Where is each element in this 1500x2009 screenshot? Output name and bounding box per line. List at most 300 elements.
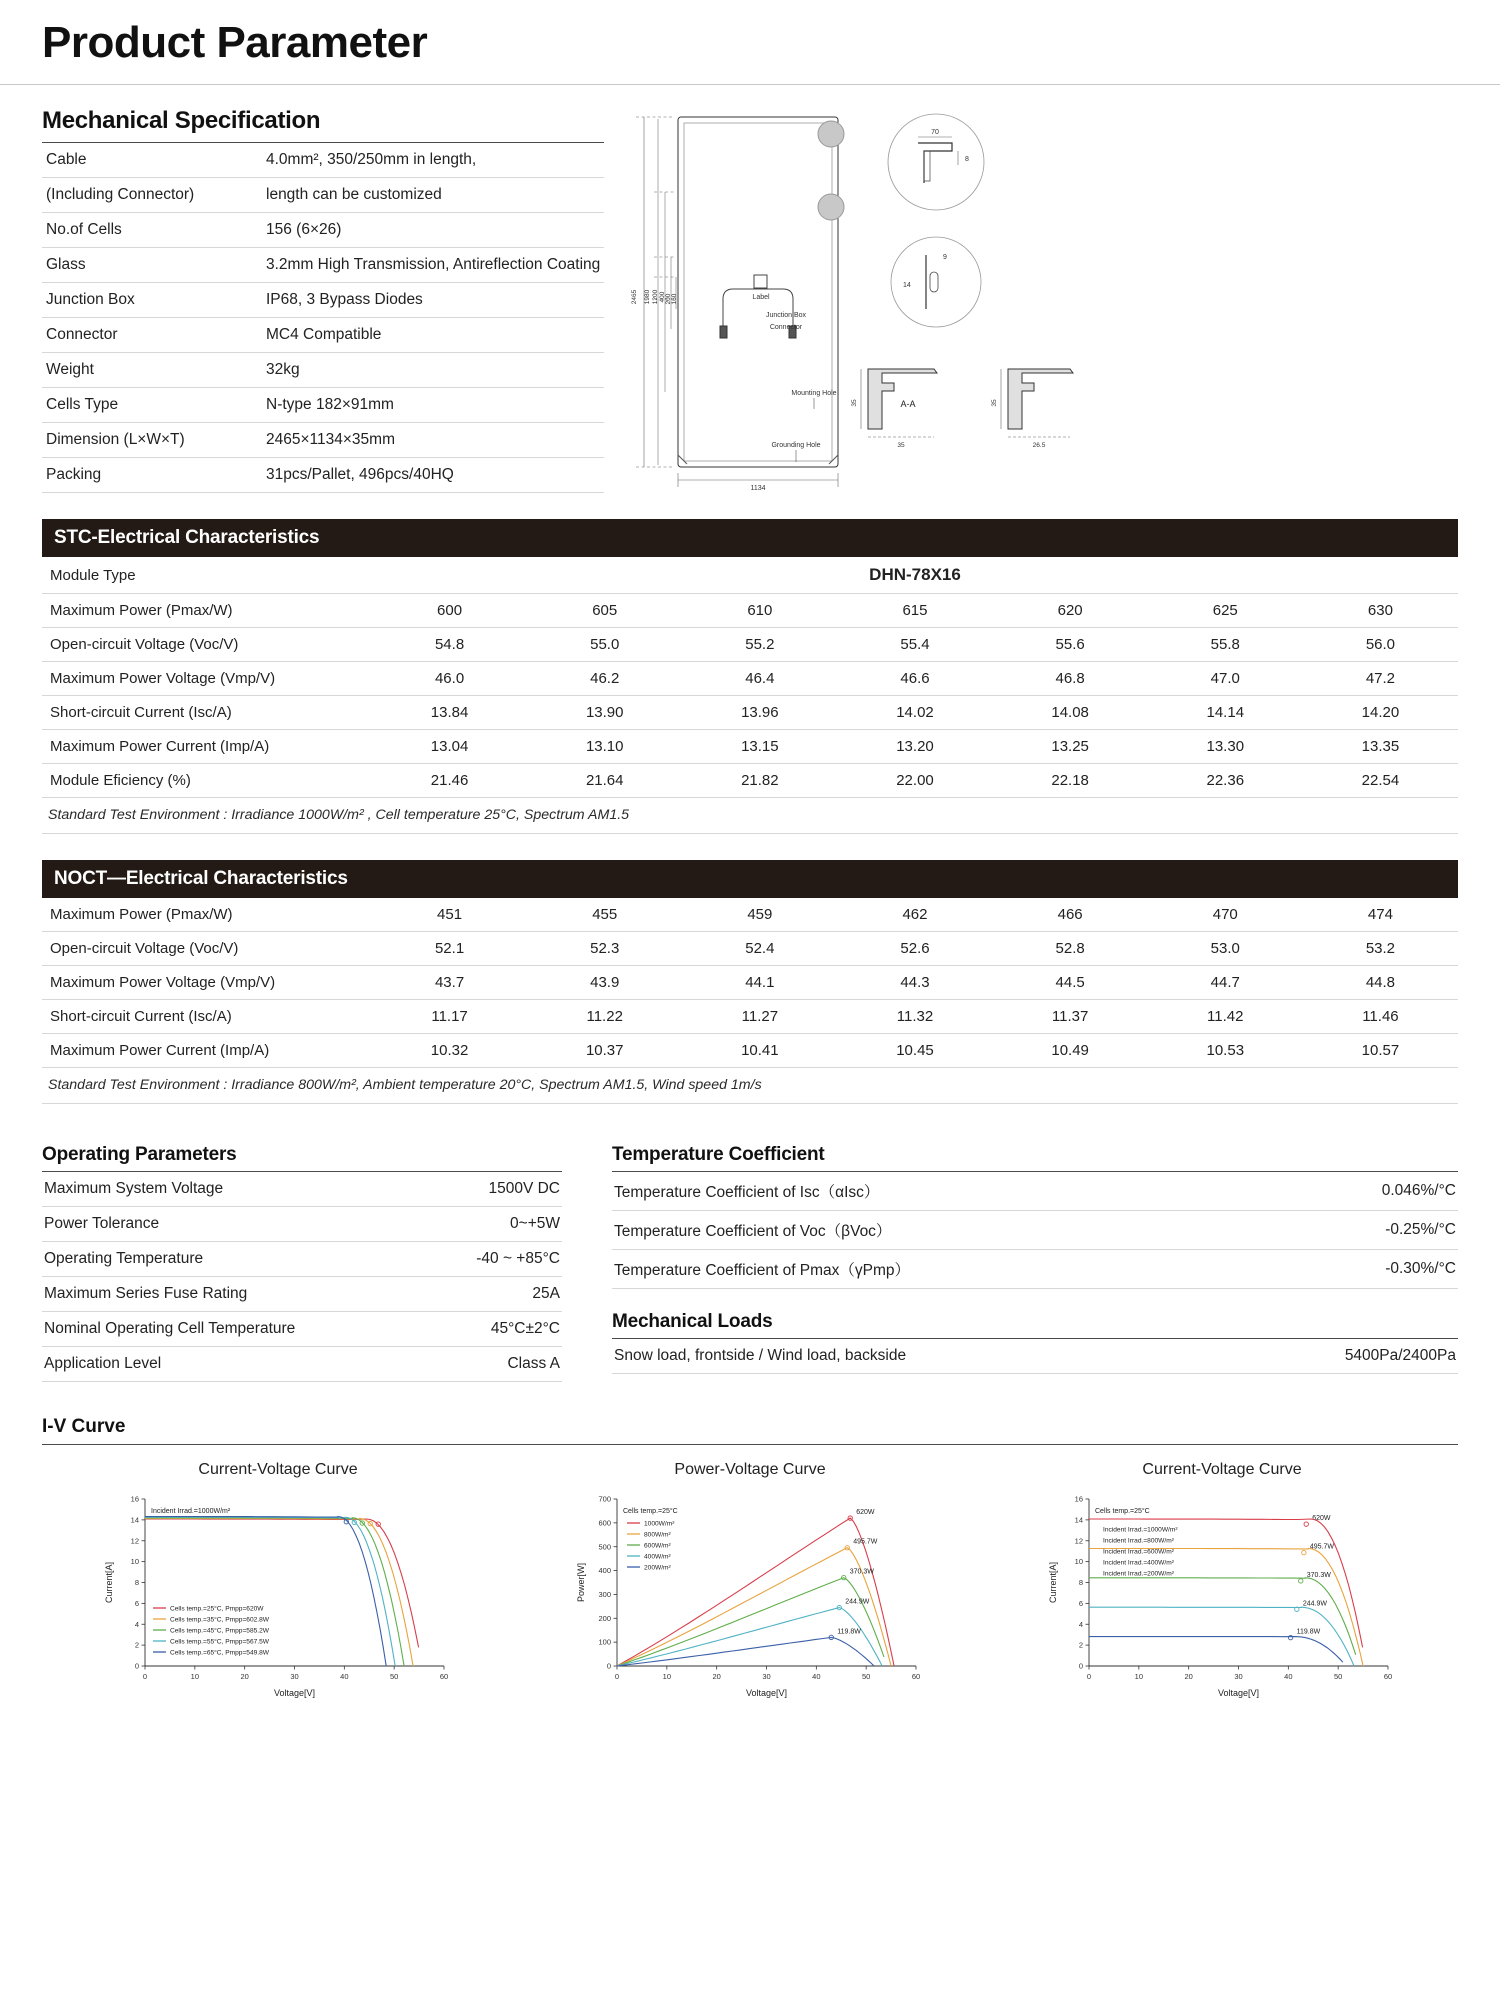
table-row [42,1034,1458,1068]
mechanical-spec-key: Connector [46,326,118,343]
svg-text:10: 10 [662,1672,671,1681]
chart-series-line [1089,1578,1356,1655]
svg-text:40: 40 [1283,1672,1293,1681]
stc-cell: 54.8 [434,636,465,653]
mechanical-spec-value: length can be customized [266,186,442,203]
drawing-frame-35b: 35 [991,399,998,407]
stc-cell: 21.64 [585,772,624,789]
stc-cell: 13.20 [896,738,934,755]
noct-row-label: Maximum Power Voltage (Vmp/V) [50,974,276,991]
drawing-dim-1200: 1200 [652,289,659,305]
operating-value: 1500V DC [488,1180,560,1197]
temperature-coefficient-table [612,1171,1458,1289]
operating-parameters-title: Operating Parameters [42,1144,237,1165]
operating-key: Power Tolerance [44,1215,160,1232]
chart-legend-label: Cells temp.=55°C, Pmpp=567.5W [169,1638,269,1646]
stc-cell: 605 [592,602,618,619]
mech_loads-row [612,1339,1458,1374]
mechanical-spec-value: N-type 182×91mm [266,396,394,413]
chart-annotation: Incident Irrad.=1000W/m² [150,1508,230,1515]
table-row [42,966,1458,1000]
chart-title: Current-Voltage Curve [198,1461,358,1478]
svg-text:4: 4 [1078,1619,1083,1629]
noct-cell: 10.53 [1206,1042,1245,1059]
operating-value: 45°C±2°C [490,1320,560,1337]
noct-cell: 10.49 [1051,1042,1089,1059]
stc-cell: 46.0 [434,670,465,687]
mechanical-spec-value: 4.0mm², 350/250mm in length, [266,151,477,168]
svg-text:0: 0 [142,1672,147,1681]
mechanical-spec-row [42,283,604,318]
mechanical-spec-value: 3.2mm High Transmission, Antireflection Coating [266,256,601,273]
stc-cell: 55.2 [745,636,775,653]
noct-footnote: Standard Test Environment : Irradiance 800W/m², Ambient temperature 20°C, Spectrum AM1.5, Wind speed 1m/s [42,1068,1458,1104]
svg-text:700: 700 [597,1494,611,1504]
stc-cell: 14.14 [1206,704,1245,721]
svg-text:6: 6 [134,1598,139,1608]
mechanical-spec-key: Cable [46,151,87,168]
svg-text:14: 14 [1074,1515,1083,1525]
stc-cell: 630 [1367,602,1393,619]
operating-key: Nominal Operating Cell Temperature [44,1320,296,1337]
svg-text:495.7W: 495.7W [1309,1543,1334,1551]
svg-text:10: 10 [130,1557,139,1567]
stc-cell: 55.8 [1210,636,1240,653]
svg-text:0: 0 [134,1661,139,1671]
chart-plot [101,1485,456,1700]
chart-legend-label: 600W/m² [643,1542,671,1550]
stc-row-label: Maximum Power Current (Imp/A) [50,738,270,755]
chart-legend-label: Cells temp.=25°C, Pmpp=620W [169,1605,264,1613]
svg-text:10: 10 [190,1672,199,1681]
stc-cell: 13.30 [1206,738,1245,755]
stc-cell: 47.2 [1365,670,1396,687]
svg-text:Voltage[V]: Voltage[V] [273,1688,315,1698]
stc-cell: 13.90 [585,704,624,721]
chart-3 [986,1461,1458,1700]
noct-row-label: Open-circuit Voltage (Voc/V) [50,940,239,957]
noct-table [42,898,1458,1068]
stc-cell: 56.0 [1365,636,1396,653]
mechanical-spec-key: Packing [46,466,102,483]
svg-text:300: 300 [597,1590,611,1600]
svg-text:119.8W: 119.8W [836,1628,861,1636]
drawing-detail-14: 14 [903,282,911,289]
mechanical-spec-row [42,388,604,423]
stc-cell: 21.46 [430,772,469,789]
svg-text:600: 600 [597,1518,611,1528]
mechanical-spec-value: MC4 Compatible [266,326,382,343]
drawing-dim-160: 160 [671,293,678,305]
stc-cell: 21.82 [741,772,779,789]
svg-text:8: 8 [134,1578,139,1588]
stc-cell: 22.18 [1051,772,1089,789]
mechanical-specification-table [42,142,604,493]
iv-curve-title: I-V Curve [42,1416,1458,1445]
stc-cell: 13.96 [741,704,779,721]
noct-cell: 459 [747,906,773,923]
temp_coeff-value: -0.25%/°C [1385,1221,1456,1238]
svg-text:8: 8 [1078,1578,1083,1588]
svg-text:620W: 620W [855,1509,875,1517]
svg-text:4: 4 [134,1619,139,1629]
drawing-junction-box-label: Junction Box [765,312,807,319]
chart-2 [514,1461,986,1700]
mechanical-spec-key: (Including Connector) [46,186,195,203]
drawing-label-text: Label [752,294,770,301]
stc-cell: 13.35 [1361,738,1400,755]
temp_coeff-value: -0.30%/°C [1385,1260,1456,1277]
stc-cell: 13.10 [585,738,624,755]
svg-text:Voltage[V]: Voltage[V] [1217,1688,1259,1698]
svg-text:30: 30 [289,1672,299,1681]
drawing-section-aa-label: A-A [900,399,916,409]
svg-text:40: 40 [811,1672,821,1681]
stc-cell: 615 [902,602,928,619]
module-drawing-section [604,107,1470,493]
noct-cell: 470 [1212,906,1238,923]
svg-text:30: 30 [1233,1672,1243,1681]
stc-cell: 55.4 [900,636,930,653]
table-row [42,932,1458,966]
stc-cell: 13.25 [1051,738,1089,755]
drawing-detail-circle-bottom [891,237,981,327]
chart-series-line [617,1578,884,1666]
svg-text:200: 200 [597,1613,611,1623]
noct-cell: 44.7 [1210,974,1240,991]
noct-cell: 52.1 [434,940,465,957]
noct-section [0,860,1500,1104]
mechanical-spec-row [42,458,604,493]
svg-text:495.7W: 495.7W [852,1538,877,1546]
drawing-dim-1980: 1980 [644,289,651,305]
module-technical-drawing [618,107,1128,492]
stc-table [42,557,1458,798]
drawing-detail-8: 8 [965,156,969,163]
svg-text:0: 0 [614,1672,619,1681]
mechanical-spec-key: Junction Box [46,291,135,308]
stc-cell: 47.0 [1210,670,1240,687]
chart-legend-label: Cells temp.=65°C, Pmpp=549.8W [169,1649,269,1657]
svg-text:20: 20 [1183,1672,1193,1681]
drawing-grounding-hole-label: Grounding Hole [771,442,821,449]
stc-module-type-label: Module Type [50,566,136,584]
page-header [0,0,1500,85]
stc-cell: 22.00 [896,772,934,789]
noct-cell: 52.4 [745,940,775,957]
svg-text:370.3W: 370.3W [849,1568,874,1576]
operating-row [42,1277,562,1312]
table-row [42,764,1458,798]
svg-text:12: 12 [1074,1536,1083,1546]
noct-cell: 451 [437,906,463,923]
temp_coeff-row [612,1211,1458,1250]
svg-text:40: 40 [339,1672,349,1681]
mechanical-spec-value: 156 (6×26) [266,221,342,238]
temp_coeff-key: Temperature Coefficient of Isc（αIsc） [614,1184,880,1201]
drawing-dim-200: 200 [665,293,672,305]
operating-row [42,1312,562,1347]
svg-text:50: 50 [1333,1672,1342,1681]
temp_coeff-row [612,1250,1458,1289]
svg-text:20: 20 [239,1672,249,1681]
mechanical-spec-row [42,353,604,388]
stc-module-type-row [42,557,1458,594]
svg-text:100: 100 [597,1637,611,1647]
noct-cell: 43.7 [434,974,465,991]
table-row [42,898,1458,932]
stc-band-title: STC-Electrical Characteristics [42,519,1458,557]
operating-value: Class A [507,1355,560,1372]
operating-value: 0~+5W [510,1215,560,1232]
mechanical-loads-title: Mechanical Loads [612,1311,773,1332]
noct-cell: 10.45 [896,1042,934,1059]
chart-1 [42,1461,514,1700]
operating-value: -40 ~ +85°C [476,1250,560,1267]
svg-text:50: 50 [861,1672,870,1681]
drawing-dim-2465: 2465 [631,289,638,305]
operating-key: Maximum System Voltage [44,1180,224,1197]
svg-text:20: 20 [711,1672,721,1681]
svg-text:Power[W]: Power[W] [575,1562,586,1603]
noct-row-label: Maximum Power Current (Imp/A) [50,1042,270,1059]
noct-cell: 455 [592,906,618,923]
svg-text:12: 12 [130,1536,139,1546]
noct-cell: 53.0 [1210,940,1240,957]
temp_coeff-row [612,1172,1458,1211]
stc-row-label: Open-circuit Voltage (Voc/V) [50,636,239,653]
noct-cell: 11.17 [431,1008,468,1025]
operating-key: Application Level [44,1355,162,1372]
noct-row-label: Maximum Power (Pmax/W) [50,906,233,923]
noct-cell: 10.32 [430,1042,469,1059]
mechanical-spec-key: No.of Cells [46,221,122,238]
table-row [42,696,1458,730]
noct-cell: 462 [902,906,928,923]
temp_coeff-key: Temperature Coefficient of Voc（βVoc） [614,1223,892,1240]
chart-series-line [617,1608,882,1666]
stc-cell: 46.2 [590,670,620,687]
operating-row [42,1347,562,1382]
svg-text:50: 50 [389,1672,398,1681]
chart-annotation: Cells temp.=25°C [622,1508,678,1515]
svg-text:0: 0 [1078,1661,1083,1671]
noct-cell: 53.2 [1365,940,1396,957]
drawing-mounting-hole-label: Mounting Hole [791,390,837,397]
mechanical-spec-key: Weight [46,361,94,378]
stc-cell: 46.6 [900,670,930,687]
chart-legend-label: Cells temp.=35°C, Pmpp=602.8W [169,1616,269,1624]
drawing-frame-section-second [991,369,1073,449]
noct-cell: 474 [1367,906,1393,923]
temp_coeff-value: 0.046%/°C [1381,1182,1456,1199]
stc-cell: 13.15 [741,738,779,755]
chart-legend-label: 1000W/m² [643,1520,674,1528]
noct-cell: 11.27 [741,1008,779,1025]
chart-legend-label: 400W/m² [643,1553,671,1561]
operating-key: Maximum Series Fuse Rating [44,1285,248,1302]
svg-text:Current[A]: Current[A] [1047,1561,1058,1604]
chart-legend-label: Incident Irrad.=600W/m² [1102,1548,1174,1556]
noct-cell: 52.8 [1055,940,1085,957]
chart-legend-label: Incident Irrad.=400W/m² [1102,1559,1174,1567]
drawing-frame-section-aa [851,369,937,449]
drawing-connector-label: Connector [769,324,803,331]
stc-row-label: Module Eficiency (%) [50,772,191,789]
svg-text:60: 60 [439,1672,448,1681]
chart-title: Current-Voltage Curve [1142,1461,1302,1478]
svg-text:244.9W: 244.9W [844,1598,869,1606]
svg-text:16: 16 [130,1494,139,1504]
stc-cell: 46.8 [1055,670,1085,687]
svg-text:400: 400 [597,1566,611,1576]
drawing-dim-400: 400 [659,291,666,303]
mechanical-spec-row [42,213,604,248]
mech_loads-key: Snow load, frontside / Wind load, backside [614,1347,907,1364]
svg-text:2: 2 [1078,1640,1083,1650]
svg-text:2: 2 [134,1640,139,1650]
svg-text:500: 500 [597,1542,611,1552]
drawing-frame-base-265: 26.5 [1032,442,1046,449]
noct-row-label: Short-circuit Current (Isc/A) [50,1008,232,1025]
noct-cell: 466 [1057,906,1083,923]
chart-legend-label: Incident Irrad.=800W/m² [1102,1537,1174,1545]
svg-text:Voltage[V]: Voltage[V] [745,1688,787,1698]
noct-cell: 11.46 [1362,1008,1399,1025]
drawing-detail-circle-top [888,114,984,210]
table-row [42,730,1458,764]
mechanical-spec-value: 32kg [266,361,300,378]
chart-series-line [1089,1637,1343,1663]
svg-text:244.9W: 244.9W [1302,1600,1327,1608]
stc-cell: 14.08 [1051,704,1089,721]
noct-cell: 10.41 [741,1042,779,1059]
svg-text:0: 0 [1086,1672,1091,1681]
temp_coeff-key: Temperature Coefficient of Pmax（γPmp） [614,1262,911,1279]
svg-text:10: 10 [1134,1672,1143,1681]
chart-legend-label: 800W/m² [643,1531,671,1539]
page-title: Product Parameter [42,18,428,67]
operating-parameters-section [42,1144,562,1382]
svg-text:119.8W: 119.8W [1296,1628,1320,1636]
noct-band-title: NOCT—Electrical Characteristics [42,860,1458,898]
chart-legend-label: Cells temp.=45°C, Pmpp=585.2W [169,1627,269,1635]
svg-text:16: 16 [1074,1494,1083,1504]
table-row [42,662,1458,696]
stc-cell: 13.04 [430,738,469,755]
iv-curve-section [0,1416,1500,1700]
stc-row-label: Maximum Power (Pmax/W) [50,602,233,619]
stc-row-label: Short-circuit Current (Isc/A) [50,704,232,721]
stc-footnote: Standard Test Environment : Irradiance 1000W/m² , Cell temperature 25°C, Spectrum AM1.5 [42,798,1458,834]
stc-cell: 600 [437,602,463,619]
noct-cell: 44.3 [900,974,930,991]
stc-cell: 625 [1212,602,1238,619]
drawing-detail-70: 70 [931,129,939,136]
chart-annotation: Cells temp.=25°C [1094,1508,1150,1515]
svg-text:60: 60 [911,1672,920,1681]
mechanical-specification-title: Mechanical Specification [42,107,321,134]
svg-text:370.3W: 370.3W [1306,1571,1331,1579]
mechanical-spec-row [42,178,604,213]
noct-cell: 10.57 [1361,1042,1400,1059]
svg-text:Current[A]: Current[A] [103,1561,114,1604]
noct-cell: 44.8 [1365,974,1396,991]
drawing-frame-35a: 35 [851,399,858,407]
svg-text:60: 60 [1383,1672,1392,1681]
mechanical-spec-row [42,248,604,283]
noct-cell: 11.42 [1207,1008,1244,1025]
stc-section [0,519,1500,834]
drawing-dim-1134: 1134 [750,485,766,492]
temperature-coefficient-title: Temperature Coefficient [612,1144,825,1165]
noct-cell: 52.6 [900,940,930,957]
drawing-detail-9: 9 [943,254,947,261]
chart-plot [1045,1485,1400,1700]
mechanical-spec-key: Glass [46,256,86,273]
stc-cell: 14.02 [896,704,934,721]
stc-cell: 55.6 [1055,636,1085,653]
stc-cell: 46.4 [745,670,775,687]
noct-cell: 11.37 [1051,1008,1089,1025]
stc-module-type-value: DHN-78X16 [869,565,961,584]
drawing-frame-base-35: 35 [897,442,905,449]
mechanical-loads-table [612,1338,1458,1374]
top-area [0,85,1500,493]
mechanical-spec-key: Dimension (L×W×T) [46,431,185,448]
mechanical-specification-section [42,107,604,493]
operating-row [42,1207,562,1242]
noct-cell: 44.1 [745,974,775,991]
noct-cell: 44.5 [1055,974,1085,991]
chart-legend-label: Incident Irrad.=1000W/m² [1102,1526,1178,1534]
mechanical-spec-value: 31pcs/Pallet, 496pcs/40HQ [266,466,454,483]
table-row [42,594,1458,628]
operating-row [42,1242,562,1277]
svg-text:0: 0 [606,1661,611,1671]
noct-cell: 10.37 [585,1042,624,1059]
mechanical-spec-row [42,318,604,353]
stc-cell: 610 [747,602,773,619]
stc-cell: 55.0 [590,636,620,653]
noct-cell: 11.22 [586,1008,623,1025]
noct-cell: 11.32 [896,1008,934,1025]
stc-cell: 14.20 [1361,704,1400,721]
chart-legend-label: 200W/m² [643,1564,671,1572]
stc-row-label: Maximum Power Voltage (Vmp/V) [50,670,276,687]
svg-text:14: 14 [130,1515,139,1525]
operating-key: Operating Temperature [44,1250,204,1267]
table-row [42,628,1458,662]
parameters-area [0,1144,1500,1382]
table-row [42,1000,1458,1034]
stc-cell: 620 [1057,602,1083,619]
mechanical-spec-row [42,423,604,458]
stc-cell: 22.54 [1361,772,1400,789]
mechanical-spec-value: IP68, 3 Bypass Diodes [266,291,423,308]
operating-row [42,1172,562,1207]
chart-title: Power-Voltage Curve [674,1461,826,1478]
mechanical-spec-key: Cells Type [46,396,119,413]
svg-text:620W: 620W [1311,1515,1331,1523]
chart-plot [573,1485,928,1700]
noct-cell: 52.3 [590,940,620,957]
operating-value: 25A [532,1285,560,1302]
stc-cell: 22.36 [1206,772,1245,789]
operating-parameters-table [42,1171,562,1382]
svg-text:30: 30 [761,1672,771,1681]
charts-row [42,1461,1458,1700]
